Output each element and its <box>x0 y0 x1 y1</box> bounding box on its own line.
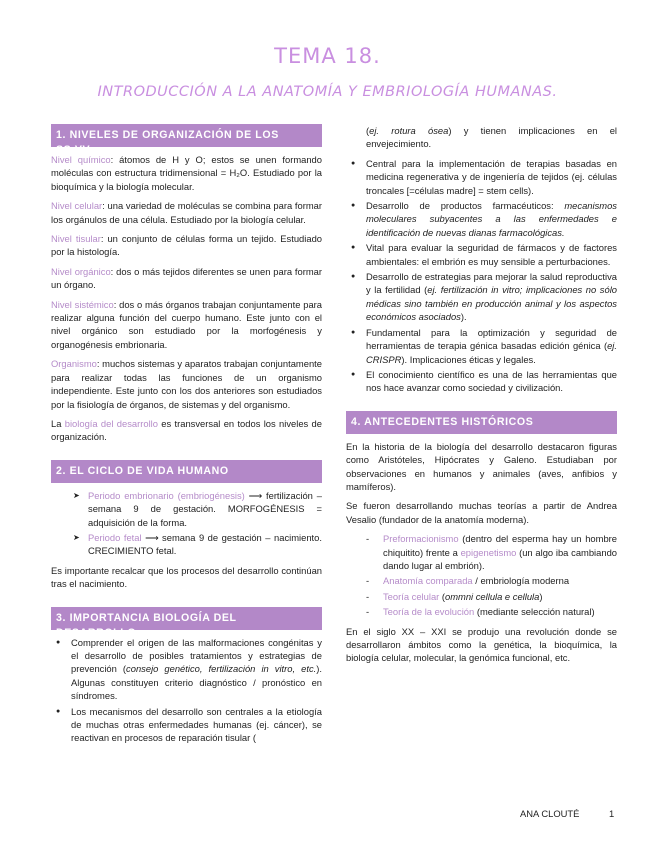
footer-author: ANA CLOUTÉ <box>520 808 580 819</box>
list-item: ● Vital para evaluar la seguridad de fármacos y de factores ambientales: el embrión es muy sensible a perturbaciones. <box>366 241 617 268</box>
bullet-list <box>51 489 322 558</box>
list-item: - Anatomía comparada / embriología moderna <box>383 574 617 587</box>
list-item: - Teoría de la evolución (mediante selección natural) <box>383 605 617 618</box>
page-title: TEMA 18. <box>274 44 381 68</box>
list-item: ➤ Periodo fetal ⟶ semana 9 de gestación – nacimiento. CRECIMIENTO fetal. <box>88 531 322 558</box>
term: Nivel celular <box>51 200 103 212</box>
term: biología del desarrollo <box>64 417 158 429</box>
list-item: ● Comprender el origen de las malformaciones congénitas y el desarrollo de posibles tratamientos y estrategias de prevención (consejo genético, fertilización in vitro, etc.). Algunas constituyen criterio diagnóstico / pronóstico en síndromes. <box>71 636 322 703</box>
paragraph: La biología del desarrollo es transversal en todos los niveles de organización. <box>51 417 322 443</box>
paragraph: Nivel químico: átomos de H y O; estos se unen formando moléculas con estructura tridimensional = H₂O. Estudiado por la bioquímica y la biología molecular. <box>51 154 322 192</box>
term: Nivel orgánico <box>51 265 111 277</box>
paragraph: Nivel sistémico: dos o más órganos trabajan conjuntamente para realizar alguna función del cuerpo humano. Este junto con el nivel orgánico son estudiado por la morfogénesis y organogénesis embrionaria. <box>51 298 322 350</box>
paragraph: Nivel tisular: un conjunto de células forma un tejido. Estudiado por la histología. <box>51 233 322 258</box>
list-item: ● Desarrollo de productos farmacéuticos: mecanismos moleculares subyacentes a las enfermedades e identificación de nuevas dianas farmacológicas. <box>366 199 617 239</box>
term: Nivel químico <box>51 154 111 165</box>
paragraph-continuation: (ej. rotura ósea) y tienen implicaciones en el envejecimiento. <box>366 125 617 150</box>
paragraph: Es importante recalcar que los procesos del desarrollo continúan tras el nacimiento. <box>51 564 322 590</box>
paragraph: Organismo: muchos sistemas y aparatos trabajan conjuntamente para realizar todas las funciones de un organismo independiente. Este junto con los dos anteriores son estudiados por la fisiología de órganos, de sistemas y del organismo. <box>51 358 322 410</box>
dash-list <box>346 532 617 618</box>
section-heading: 2. EL CICLO DE VIDA HUMANO <box>51 460 322 483</box>
section-heading: 1. NIVELES DE ORGANIZACIÓN DE LOS SS.VV. <box>51 124 322 147</box>
paragraph: En el siglo XX – XXI se produjo una revolución donde se desarrollaron ámbitos como la genética, la bioquímica, la biología celular, molecular, la genómica funcional, etc. <box>346 625 617 664</box>
right-column <box>346 124 617 671</box>
page-number: 1 <box>609 808 615 819</box>
bullet-list <box>51 636 322 745</box>
paragraph: Nivel celular: una variedad de moléculas se combina para formar los orgánulos de una célula. Estudiado por la biología celular. <box>51 200 322 225</box>
term: Organismo <box>51 358 97 370</box>
paragraph: Nivel orgánico: dos o más tejidos diferentes se unen para formar un órgano. <box>51 265 322 291</box>
left-column <box>51 124 322 751</box>
list-item: ● Desarrollo de estrategias para mejorar la salud reproductiva y la fertilidad (ej. fertilización in vitro; implicaciones no sólo médicas sino también en producción animal y los aspectos económicos asociados). <box>366 270 617 324</box>
list-item: ● El conocimiento científico es una de las herramientas que nos hace avanzar como sociedad y civilización. <box>366 368 617 395</box>
term: Nivel tisular <box>51 233 101 245</box>
paragraph: Se fueron desarrollando muchas teorías a partir de Andrea Vesalio (fundador de la anatomía moderna). <box>346 500 617 525</box>
section-heading: 3. IMPORTANCIA BIOLOGÍA DEL DESARROLLO <box>51 607 322 630</box>
list-item: ➤ Periodo embrionario (embriogénesis) ⟶ fertilización – semana 9 de gestación. MORFOGÉNESIS = adquisición de la forma. <box>88 489 322 529</box>
list-item: - Teoría celular (ommni cellula e cellula) <box>383 590 617 603</box>
paragraph: En la historia de la biología del desarrollo destacaron figuras como Aristóteles, Hipócrates y Galeno. Estudiaban por observaciones en humanos y animales (aves, anfibios y mamíferos). <box>346 440 617 492</box>
list-item: ● Fundamental para la optimización y seguridad de herramientas de terapia génica basadas edición génica (ej. CRISPR). Implicaciones éticas y legales. <box>366 326 617 366</box>
section-heading: 4. ANTECEDENTES HISTÓRICOS <box>346 411 617 434</box>
list-item: ● Central para la implementación de terapias basadas en medicina regenerativa y de ingeniería de tejidos (ej. células troncales [=células madre] = stem cells). <box>366 157 617 197</box>
term: Nivel sistémico <box>51 298 114 310</box>
bullet-list <box>346 157 617 395</box>
page-subtitle: INTRODUCCIÓN A LA ANATOMÍA Y EMBRIOLOGÍA HUMANAS. <box>97 84 558 100</box>
list-item: ● Los mecanismos del desarrollo son centrales a la etiología de muchas otras enfermedades humanas (ej. cáncer), se reactivan en procesos de reparación tisular ( <box>71 705 322 745</box>
list-item: - Preformacionismo (dentro del esperma hay un hombre chiquitito) frente a epigenetismo (un algo iba cambiando dando lugar al embrión). <box>383 532 617 572</box>
